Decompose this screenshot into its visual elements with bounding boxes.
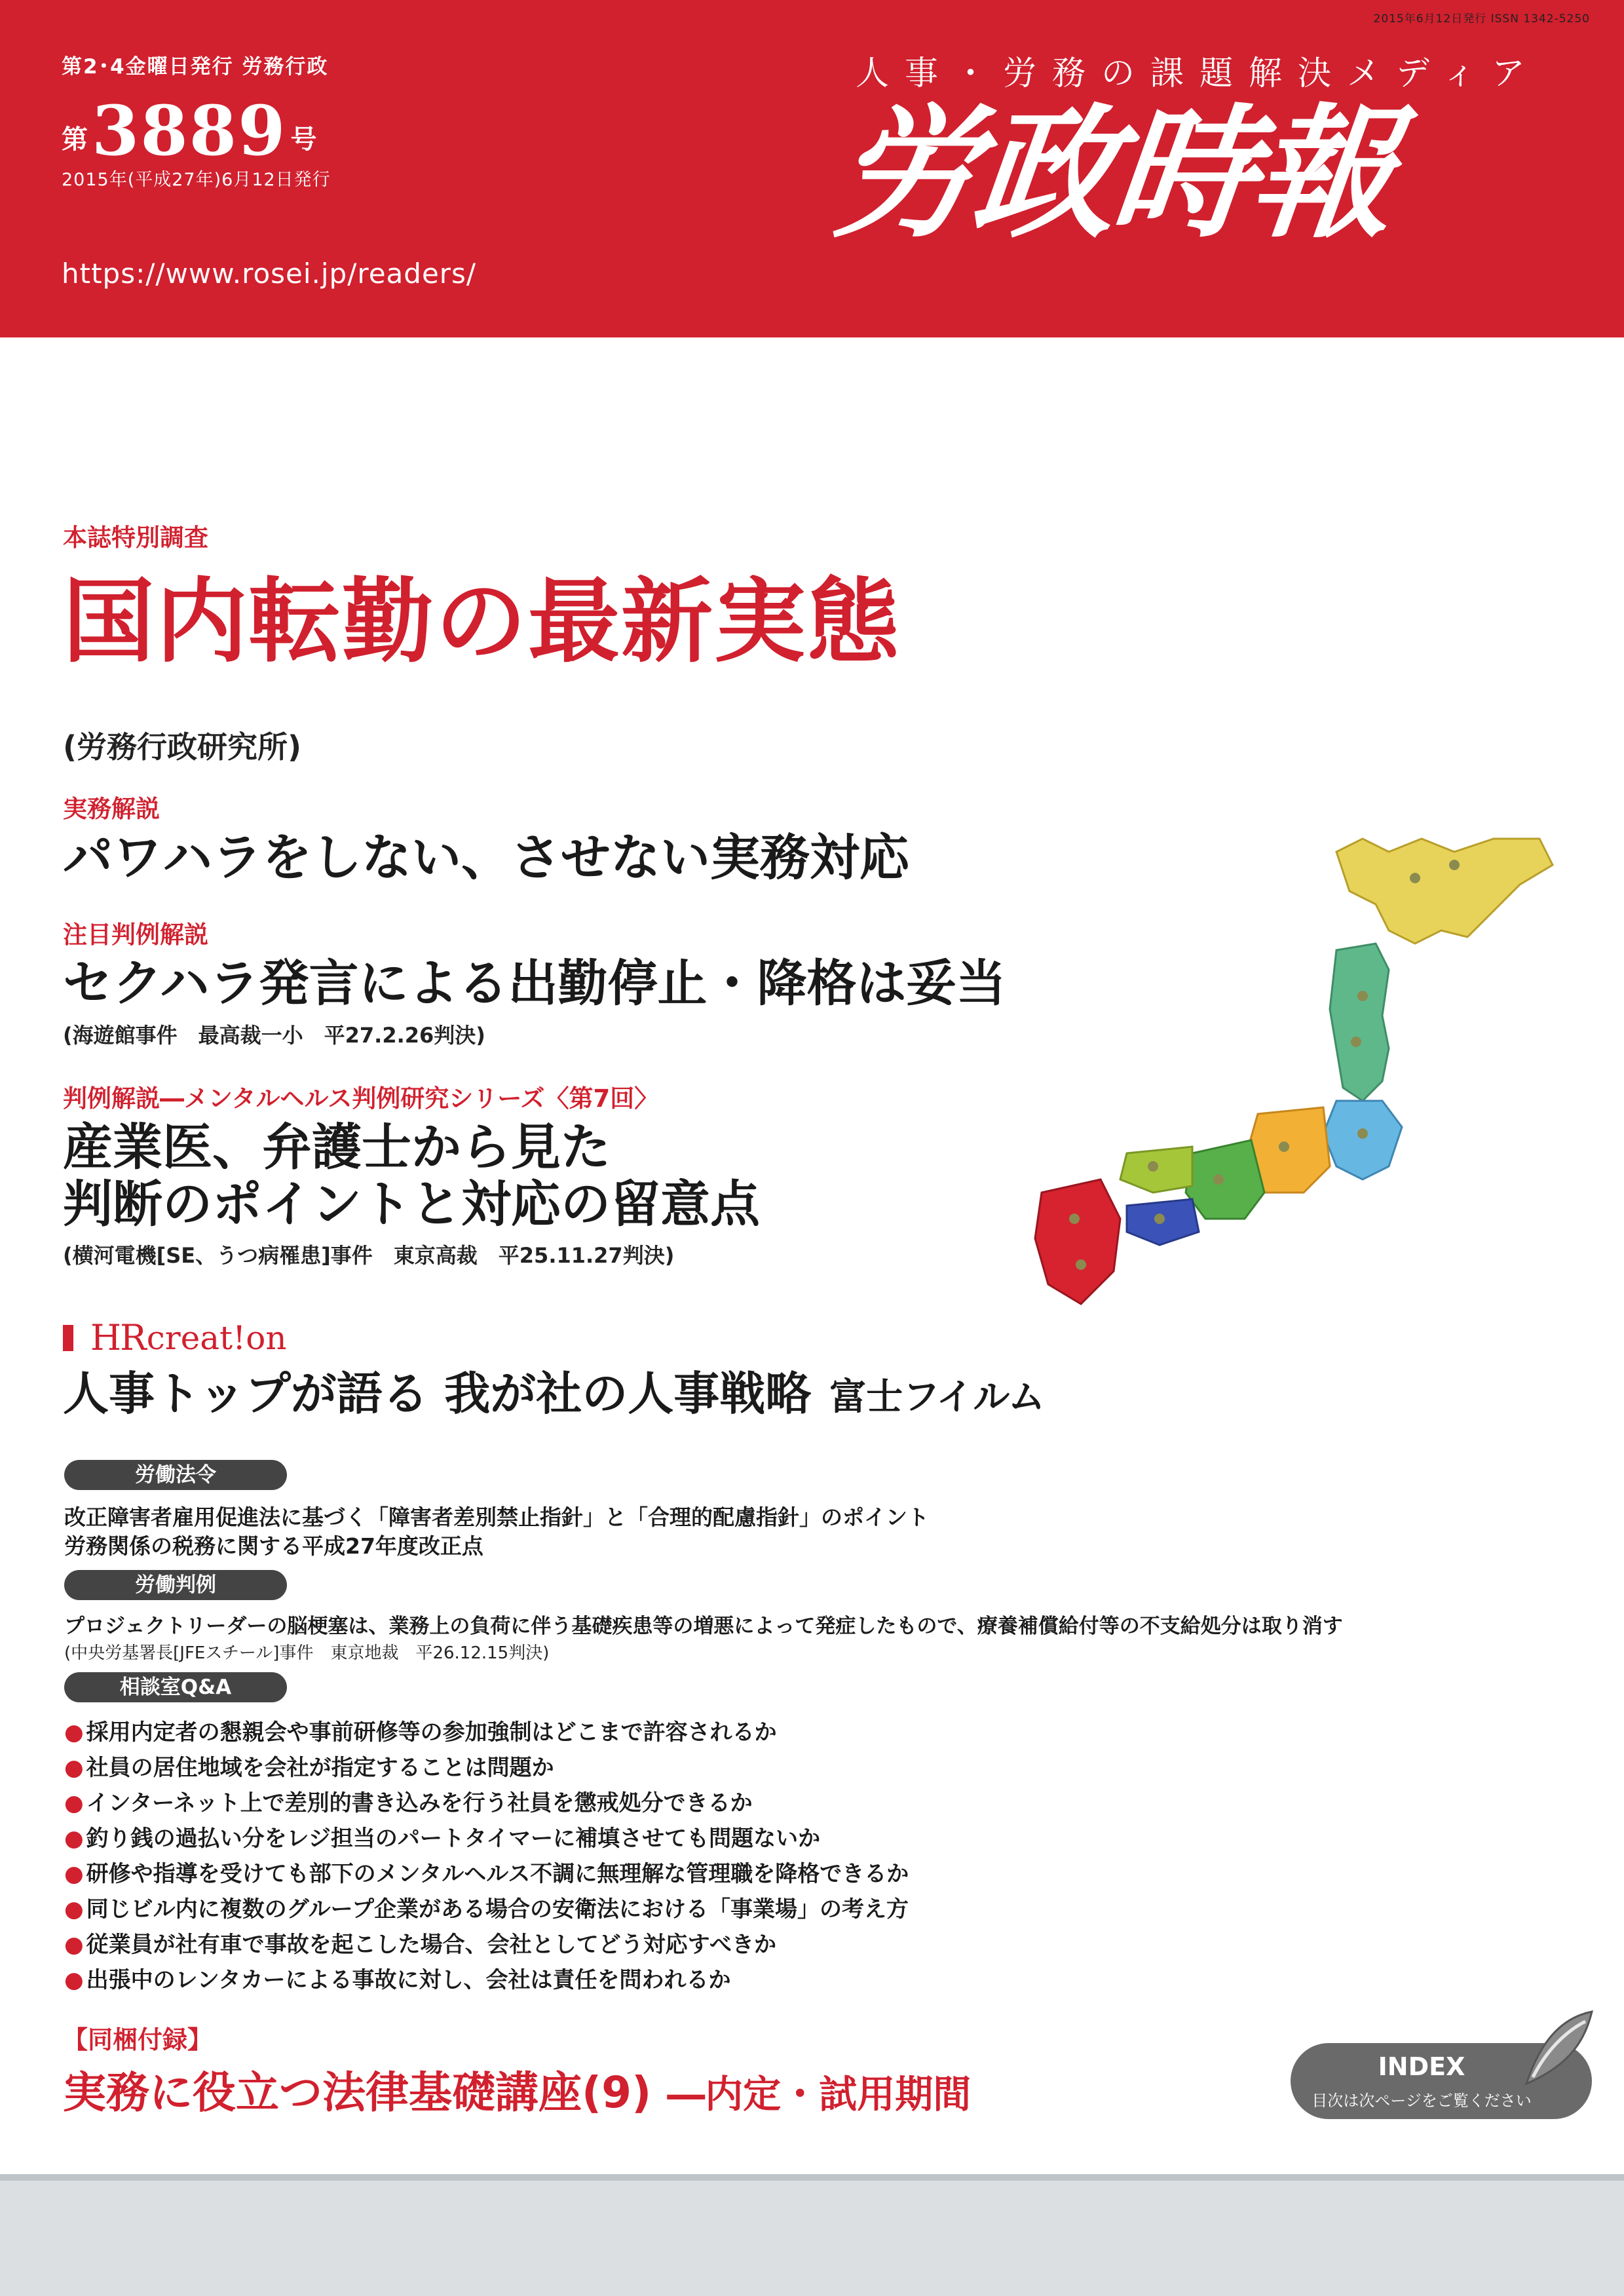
feature-block [63,518,208,553]
map-region-tohoku [1330,944,1389,1101]
labor-law-label: 労働法令 [64,1460,287,1490]
publication-date-issn: 2015年6月12日発行 ISSN 1342-5250 [1373,12,1590,26]
qa-item [64,1962,730,1994]
bullet-icon: ● [64,1967,84,1993]
labor-case-line: プロジェクトリーダーの脳梗塞は、業務上の負荷に伴う基礎疾患等の増悪によって発症したもので、療養補償給付等の不支給処分は取り消す [64,1615,1343,1638]
article-title-line-2: 判断のポイントと対応の留意点 [63,1174,760,1233]
article-title: パワハラをしない、させない実務対応 [63,828,909,887]
article-tag: 実務解説 [63,795,160,823]
japan-map-illustration [996,826,1572,1324]
feature-title: 国内転勤の最新実態 [63,569,901,676]
hr-creation-logo [63,1317,287,1358]
bullet-icon: ● [64,1861,84,1887]
qa-item [64,1785,753,1817]
article-case-note: (横河電機[SE、うつ病罹患]事件 東京高裁 平25.11.27判決) [63,1243,675,1269]
qa-item [64,1820,820,1852]
qa-item [64,1714,777,1746]
bullet-icon: ● [64,1755,84,1781]
supplement-subtitle: ―内定・試用期間 [667,2072,972,2116]
website-url[interactable]: https://www.rosei.jp/readers/ [62,258,477,290]
issue-date: 2015年(平成27年)6月12日発行 [62,170,331,190]
map-region-kyushu [1035,1179,1120,1304]
page-curl-icon [1520,2005,1598,2090]
article-tag: 注目判例解説 [63,921,208,949]
qa-item [64,1926,776,1959]
tagline: 人事・労務の課題解決メディア [856,54,1541,93]
index-note: 目次は次ページをご覧ください [1312,2092,1532,2110]
article-mental-health [63,1079,760,1269]
feature-tag: 本誌特別調査 [63,524,208,552]
qa-item-text: 釣り銭の過払い分をレジ担当のパートタイマーに補填させても問題ないか [86,1826,821,1852]
creation-logo-text: creat!on [146,1318,287,1357]
article-tag: 判例解説―メンタルヘルス判例研究シリーズ〈第7回〉 [63,1084,659,1113]
hr-creation-title-wrap [63,1368,1045,1421]
qa-item-text: 研修や指導を受けても部下のメンタルヘルス不調に無理解な管理職を降格できるか [86,1861,909,1887]
labor-law-line-1: 改正障害者雇用促進法に基づく「障害者差別禁止指針」と「合理的配慮指針」のポイント [64,1504,929,1530]
index-badge[interactable] [1291,2043,1592,2119]
qa-label: 相談室Q&A [64,1672,287,1702]
hr-creation-heading [63,1368,1045,1421]
supplement-title-wrap [63,2057,971,2120]
qa-item [64,1891,909,1923]
issue-number-value: 3889 [92,90,287,171]
article-case-note: (海遊館事件 最高裁一小 平27.2.26判決) [63,1022,485,1048]
issue-schedule: 第2･4金曜日発行 労務行政 [62,55,329,79]
qa-item [64,1856,909,1888]
qa-item-text: インターネット上で差別的書き込みを行う社員を懲戒処分できるか [86,1790,753,1816]
index-label: INDEX [1378,2052,1465,2081]
hr-creation-company: 富士フイルム [829,1376,1046,1419]
feature-source-wrap [63,723,301,767]
issue-prefix: 第 [62,124,88,155]
qa-item [64,1750,554,1782]
supplement-title: 実務に役立つ法律基礎講座(9) [63,2067,652,2118]
red-header-band [0,0,1624,337]
feature-title-wrap [63,569,901,676]
article-title-line-1: 産業医、弁護士から見た [63,1118,611,1176]
labor-law-line-2: 労務関係の税務に関する平成27年度改正点 [64,1533,483,1559]
labor-case-label: 労働判例 [64,1570,287,1600]
qa-item-text: 社員の居住地域を会社が指定することは問題か [86,1755,554,1781]
hr-creation-bar [63,1325,73,1351]
bottom-scan-strip [0,2174,1624,2181]
qa-item-text: 出張中のレンタカーによる事故に対し、会社は責任を問われるか [86,1967,731,1993]
supplement-tag: 【同梱付録】 [63,2025,213,2054]
bullet-icon: ● [64,1719,84,1746]
qa-item-text: 採用内定者の懇親会や事前研修等の参加強制はどこまで許容されるか [86,1719,777,1746]
bullet-icon: ● [64,1896,84,1923]
masthead-title: 労政時報 [826,92,1400,258]
bullet-icon: ● [64,1790,84,1816]
article-power-harassment [63,789,909,887]
hr-creation-title: 人事トップが語る 我が社の人事戦略 [63,1367,812,1421]
bullet-icon: ● [64,1932,84,1958]
qa-item-text: 同じビル内に複数のグループ企業がある場合の安衛法における「事業場」の考え方 [86,1896,909,1923]
map-region-kinki [1186,1140,1264,1219]
map-region-hokkaido [1336,839,1553,944]
article-title: セクハラ発言による出勤停止・降格は妥当 [63,954,1006,1012]
issue-number [62,90,316,171]
labor-case-court: (中央労基署長[JFEスチール]事件 東京地裁 平26.12.15判決) [64,1643,550,1663]
article-sexual-harassment [63,915,1006,1049]
hr-logo-text: HR [90,1317,145,1358]
bullet-icon: ● [64,1826,84,1852]
bottom-scan-band [0,2174,1624,2296]
issue-suffix: 号 [290,124,317,155]
map-region-kanto [1323,1101,1402,1179]
qa-item-text: 従業員が社有車で事故を起こした場合、会社としてどう対応すべきか [86,1932,776,1958]
feature-source: (労務行政研究所) [63,729,302,765]
